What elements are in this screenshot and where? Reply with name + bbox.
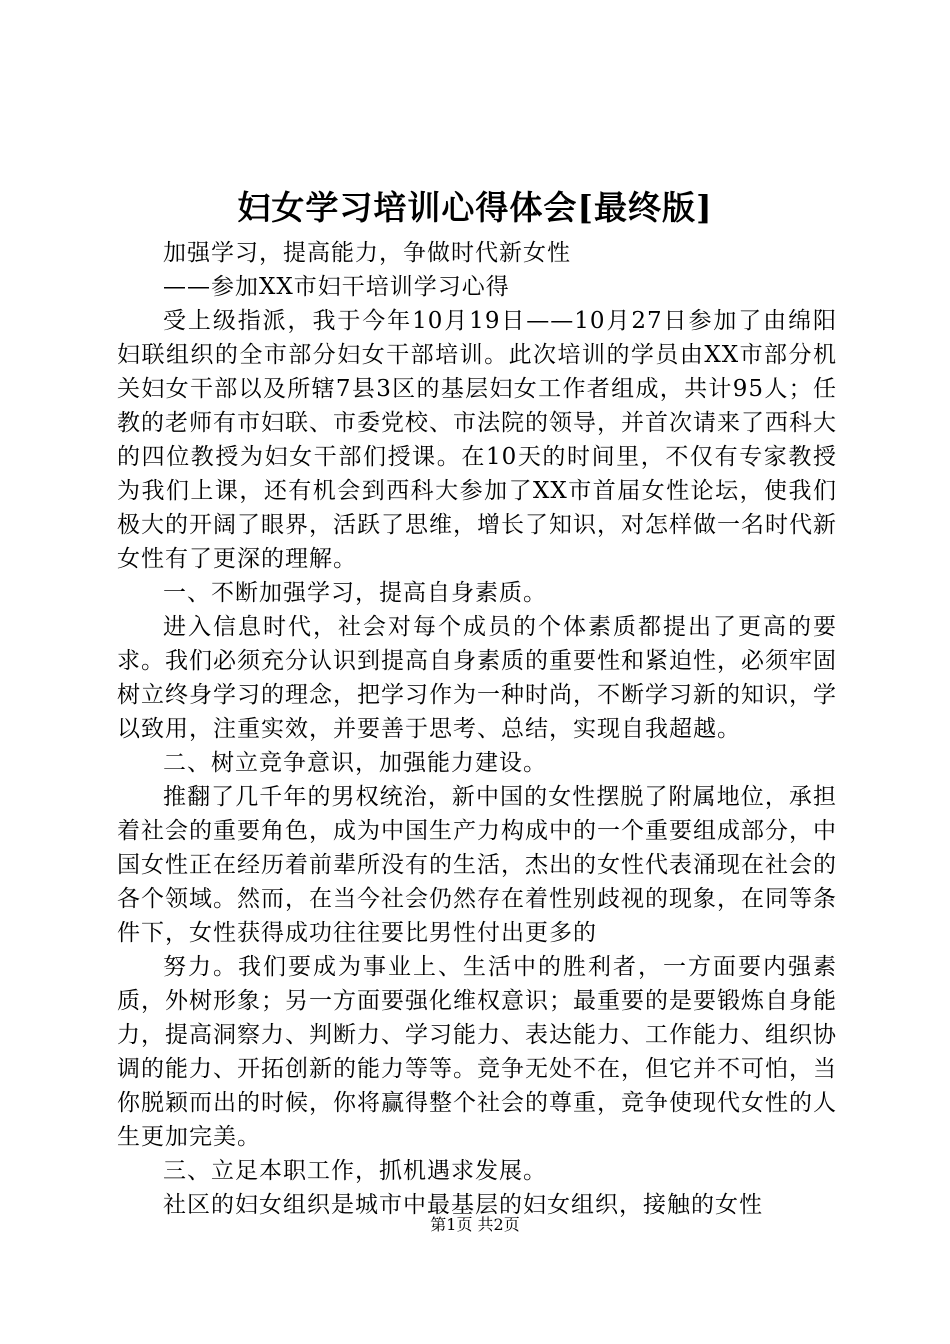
- paragraph-section-2a: 推翻了几千年的男权统治，新中国的女性摆脱了附属地位，承担着社会的重要角色，成为中国生产力构成中的一个重要组成部分，中国女性正在经历着前辈所没有的生活，杰出的女性代表涌现在社会的各个领域。然而，在当今社会仍然存在着性别歧视的现象，在同等条件下，女性获得成功往往要比男性付出更多的: [117, 784, 837, 946]
- paragraph-intro: 受上级指派，我于今年10月19日——10月27日参加了由绵阳妇联组织的全市部分妇女干部培训。此次培训的学员由XX市部分机关妇女干部以及所辖7县3区的基层妇女工作者组成，共计95人；任教的老师有市妇联、市委党校、市法院的领导，并首次请来了西科大的四位教授为妇女干部们授课。在10天的时间里，不仅有专家教授为我们上课，还有机会到西科大参加了XX市首届女性论坛，使我们极大的开阔了眼界，活跃了思维，增长了知识，对怎样做一名时代新女性有了更深的理解。: [117, 308, 837, 572]
- paragraph-section-2b: 努力。我们要成为事业上、生活中的胜利者，一方面要内强素质，外树形象；另一方面要强化维权意识；最重要的是要锻炼自身能力，提高洞察力、判断力、学习能力、表达能力、工作能力、组织协调的能力、开拓创新的能力等等。竞争无处不在，但它并不可怕，当你脱颖而出的时候，你将赢得整个社会的尊重，竞争使现代女性的人生更加完美。: [117, 954, 837, 1150]
- subtitle-subline: ——参加XX市妇干培训学习心得: [163, 274, 510, 300]
- page-number-footer: 第1页 共2页: [430, 1215, 520, 1234]
- paragraph-section-1: 进入信息时代，社会对每个成员的个体素质都提出了更高的要求。我们必须充分认识到提高自身素质的重要性和紧迫性，必须牢固树立终身学习的理念，把学习作为一种时尚，不断学习新的知识，学以致用，注重实效，并要善于思考、总结，实现自我超越。: [117, 614, 837, 742]
- section-heading-2: 二、树立竞争意识，加强能力建设。: [163, 750, 547, 776]
- document-body: [117, 236, 837, 1222]
- section-heading-1: 一、不断加强学习，提高自身素质。: [163, 580, 547, 606]
- subtitle-line: 加强学习，提高能力，争做时代新女性: [163, 240, 571, 266]
- section-heading-3: 三、立足本职工作，抓机遇求发展。: [163, 1158, 547, 1184]
- document-title: 妇女学习培训心得体会[最终版]: [237, 188, 713, 227]
- paragraph-section-3: 社区的妇女组织是城市中最基层的妇女组织，接触的女性: [163, 1192, 763, 1218]
